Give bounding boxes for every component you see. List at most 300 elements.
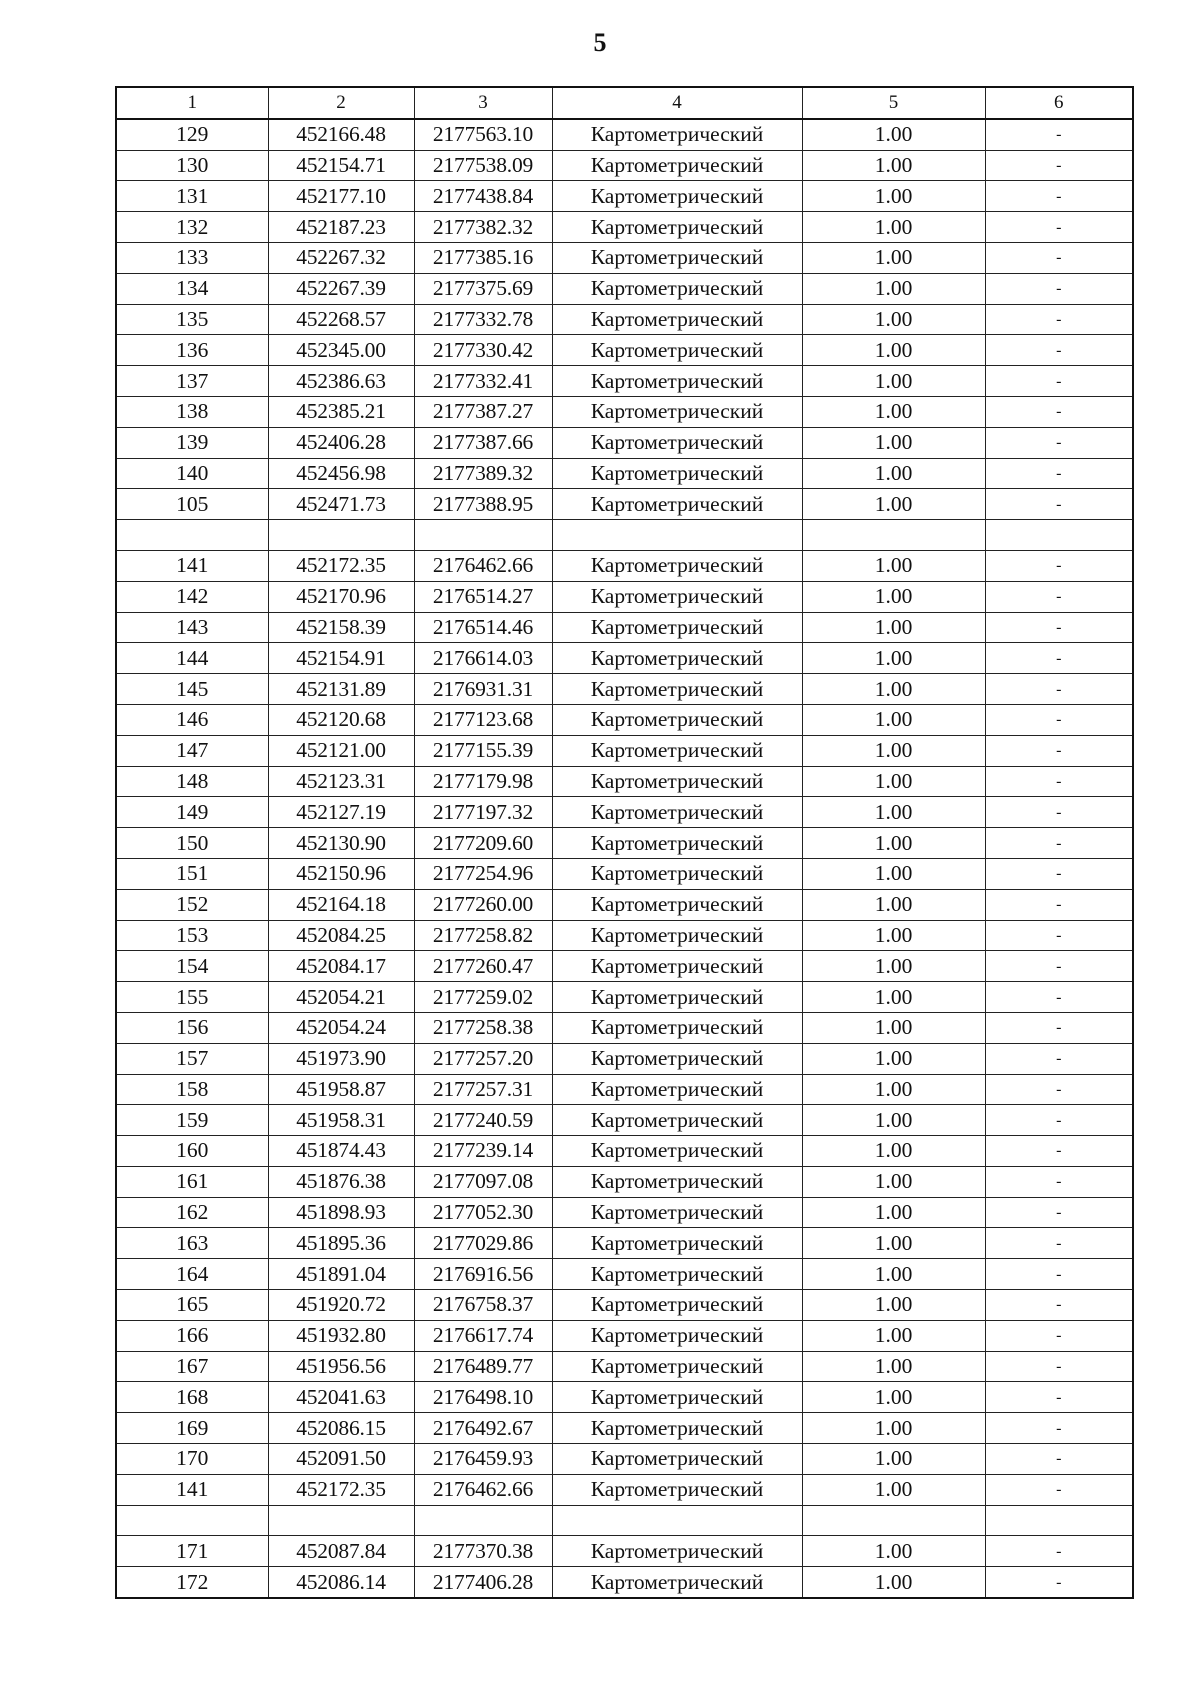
note-cell: -	[985, 212, 1133, 243]
table-row	[116, 1474, 1133, 1505]
note-cell: -	[985, 643, 1133, 674]
table-row	[116, 674, 1133, 705]
point-number-cell: 141	[116, 1474, 268, 1505]
table-row	[116, 828, 1133, 859]
x-coordinate-cell: 452345.00	[268, 335, 414, 366]
y-coordinate-cell: 2176614.03	[414, 643, 552, 674]
note-cell	[985, 1505, 1133, 1536]
point-number-cell: 137	[116, 366, 268, 397]
table-row	[116, 1136, 1133, 1167]
point-number-cell: 138	[116, 396, 268, 427]
table-row	[116, 1290, 1133, 1321]
method-cell: Картометрический	[552, 181, 802, 212]
table-row	[116, 150, 1133, 181]
table-header	[116, 87, 1133, 119]
x-coordinate-cell: 452187.23	[268, 212, 414, 243]
method-cell: Картометрический	[552, 1413, 802, 1444]
point-number-cell: 144	[116, 643, 268, 674]
table-row	[116, 766, 1133, 797]
point-number-cell: 164	[116, 1259, 268, 1290]
point-number-cell: 163	[116, 1228, 268, 1259]
method-cell: Картометрический	[552, 458, 802, 489]
x-coordinate-cell: 452123.31	[268, 766, 414, 797]
accuracy-cell: 1.00	[802, 1351, 985, 1382]
y-coordinate-cell: 2177330.42	[414, 335, 552, 366]
accuracy-cell: 1.00	[802, 1012, 985, 1043]
y-coordinate-cell: 2177197.32	[414, 797, 552, 828]
x-coordinate-cell: 452150.96	[268, 858, 414, 889]
note-cell: -	[985, 951, 1133, 982]
point-number-cell: 150	[116, 828, 268, 859]
accuracy-cell: 1.00	[802, 181, 985, 212]
point-number-cell: 133	[116, 242, 268, 273]
method-cell: Картометрический	[552, 704, 802, 735]
x-coordinate-cell: 452054.21	[268, 982, 414, 1013]
accuracy-cell: 1.00	[802, 704, 985, 735]
note-cell: -	[985, 1290, 1133, 1321]
method-cell: Картометрический	[552, 1290, 802, 1321]
accuracy-cell: 1.00	[802, 951, 985, 982]
accuracy-cell: 1.00	[802, 735, 985, 766]
accuracy-cell: 1.00	[802, 119, 985, 150]
y-coordinate-cell: 2176489.77	[414, 1351, 552, 1382]
table-row	[116, 212, 1133, 243]
column-header: 3	[414, 87, 552, 119]
x-coordinate-cell: 452091.50	[268, 1444, 414, 1475]
method-cell: Картометрический	[552, 858, 802, 889]
y-coordinate-cell: 2176931.31	[414, 674, 552, 705]
point-number-cell: 151	[116, 858, 268, 889]
table-body	[116, 119, 1133, 1598]
header-row	[116, 87, 1133, 119]
x-coordinate-cell: 452087.84	[268, 1536, 414, 1567]
point-number-cell: 132	[116, 212, 268, 243]
note-cell: -	[985, 674, 1133, 705]
note-cell: -	[985, 119, 1133, 150]
note-cell: -	[985, 458, 1133, 489]
y-coordinate-cell: 2177260.00	[414, 889, 552, 920]
method-cell: Картометрический	[552, 550, 802, 581]
table-row	[116, 1351, 1133, 1382]
y-coordinate-cell: 2177406.28	[414, 1567, 552, 1598]
y-coordinate-cell: 2177257.20	[414, 1043, 552, 1074]
point-number-cell: 165	[116, 1290, 268, 1321]
y-coordinate-cell: 2177385.16	[414, 242, 552, 273]
table-row	[116, 550, 1133, 581]
note-cell: -	[985, 489, 1133, 520]
note-cell: -	[985, 1259, 1133, 1290]
y-coordinate-cell: 2177254.96	[414, 858, 552, 889]
method-cell: Картометрический	[552, 1536, 802, 1567]
accuracy-cell: 1.00	[802, 797, 985, 828]
x-coordinate-cell: 451973.90	[268, 1043, 414, 1074]
method-cell: Картометрический	[552, 366, 802, 397]
y-coordinate-cell: 2177563.10	[414, 119, 552, 150]
table-row	[116, 1444, 1133, 1475]
y-coordinate-cell: 2176617.74	[414, 1320, 552, 1351]
y-coordinate-cell: 2177179.98	[414, 766, 552, 797]
note-cell: -	[985, 366, 1133, 397]
y-coordinate-cell: 2176462.66	[414, 550, 552, 581]
method-cell: Картометрический	[552, 335, 802, 366]
y-coordinate-cell: 2177370.38	[414, 1536, 552, 1567]
table-row	[116, 1197, 1133, 1228]
method-cell: Картометрический	[552, 396, 802, 427]
point-number-cell: 168	[116, 1382, 268, 1413]
point-number-cell: 141	[116, 550, 268, 581]
method-cell: Картометрический	[552, 150, 802, 181]
note-cell: -	[985, 1567, 1133, 1598]
table-row	[116, 704, 1133, 735]
accuracy-cell: 1.00	[802, 674, 985, 705]
y-coordinate-cell: 2176514.27	[414, 581, 552, 612]
accuracy-cell: 1.00	[802, 982, 985, 1013]
x-coordinate-cell: 452172.35	[268, 550, 414, 581]
point-number-cell: 140	[116, 458, 268, 489]
accuracy-cell: 1.00	[802, 612, 985, 643]
y-coordinate-cell: 2177389.32	[414, 458, 552, 489]
x-coordinate-cell: 452154.71	[268, 150, 414, 181]
table-row	[116, 273, 1133, 304]
x-coordinate-cell: 452406.28	[268, 427, 414, 458]
note-cell: -	[985, 304, 1133, 335]
table-row	[116, 1074, 1133, 1105]
y-coordinate-cell: 2176498.10	[414, 1382, 552, 1413]
table-row	[116, 797, 1133, 828]
method-cell: Картометрический	[552, 489, 802, 520]
x-coordinate-cell: 452086.14	[268, 1567, 414, 1598]
accuracy-cell: 1.00	[802, 458, 985, 489]
table-row	[116, 181, 1133, 212]
note-cell: -	[985, 273, 1133, 304]
method-cell: Картометрический	[552, 1567, 802, 1598]
x-coordinate-cell: 451920.72	[268, 1290, 414, 1321]
table-row-separator	[116, 1505, 1133, 1536]
point-number-cell: 170	[116, 1444, 268, 1475]
x-coordinate-cell: 451876.38	[268, 1166, 414, 1197]
note-cell: -	[985, 1043, 1133, 1074]
method-cell: Картометрический	[552, 119, 802, 150]
note-cell: -	[985, 181, 1133, 212]
column-header: 6	[985, 87, 1133, 119]
y-coordinate-cell: 2177538.09	[414, 150, 552, 181]
accuracy-cell: 1.00	[802, 427, 985, 458]
y-coordinate-cell: 2177240.59	[414, 1105, 552, 1136]
accuracy-cell: 1.00	[802, 1290, 985, 1321]
table-row	[116, 1382, 1133, 1413]
method-cell: Картометрический	[552, 427, 802, 458]
point-number-cell: 156	[116, 1012, 268, 1043]
note-cell: -	[985, 735, 1133, 766]
method-cell: Картометрический	[552, 1351, 802, 1382]
note-cell: -	[985, 1228, 1133, 1259]
method-cell: Картометрический	[552, 951, 802, 982]
note-cell: -	[985, 150, 1133, 181]
accuracy-cell: 1.00	[802, 1197, 985, 1228]
note-cell: -	[985, 1320, 1133, 1351]
table-row	[116, 1228, 1133, 1259]
point-number-cell: 129	[116, 119, 268, 150]
accuracy-cell: 1.00	[802, 1413, 985, 1444]
point-number-cell: 171	[116, 1536, 268, 1567]
point-number-cell: 161	[116, 1166, 268, 1197]
y-coordinate-cell: 2176462.66	[414, 1474, 552, 1505]
accuracy-cell: 1.00	[802, 1567, 985, 1598]
table-row	[116, 489, 1133, 520]
point-number-cell: 139	[116, 427, 268, 458]
accuracy-cell: 1.00	[802, 1444, 985, 1475]
note-cell: -	[985, 242, 1133, 273]
method-cell: Картометрический	[552, 982, 802, 1013]
point-number-cell: 105	[116, 489, 268, 520]
column-header: 1	[116, 87, 268, 119]
point-number-cell: 167	[116, 1351, 268, 1382]
table-row	[116, 242, 1133, 273]
point-number-cell: 160	[116, 1136, 268, 1167]
table-row	[116, 735, 1133, 766]
table-row	[116, 920, 1133, 951]
accuracy-cell	[802, 1505, 985, 1536]
x-coordinate-cell: 452267.39	[268, 273, 414, 304]
note-cell: -	[985, 889, 1133, 920]
x-coordinate-cell: 452164.18	[268, 889, 414, 920]
x-coordinate-cell: 452084.17	[268, 951, 414, 982]
point-number-cell: 157	[116, 1043, 268, 1074]
method-cell: Картометрический	[552, 273, 802, 304]
method-cell: Картометрический	[552, 1320, 802, 1351]
y-coordinate-cell: 2176492.67	[414, 1413, 552, 1444]
table-row	[116, 335, 1133, 366]
table-row	[116, 1105, 1133, 1136]
method-cell: Картометрический	[552, 1166, 802, 1197]
x-coordinate-cell: 452131.89	[268, 674, 414, 705]
table-row	[116, 612, 1133, 643]
x-coordinate-cell: 452120.68	[268, 704, 414, 735]
point-number-cell: 162	[116, 1197, 268, 1228]
x-coordinate-cell: 452127.19	[268, 797, 414, 828]
method-cell: Картометрический	[552, 1474, 802, 1505]
point-number-cell	[116, 520, 268, 551]
x-coordinate-cell: 452166.48	[268, 119, 414, 150]
point-number-cell: 135	[116, 304, 268, 335]
method-cell: Картометрический	[552, 735, 802, 766]
x-coordinate-cell: 452170.96	[268, 581, 414, 612]
point-number-cell: 147	[116, 735, 268, 766]
table-row	[116, 643, 1133, 674]
table-row	[116, 1259, 1133, 1290]
method-cell: Картометрический	[552, 1228, 802, 1259]
method-cell: Картометрический	[552, 889, 802, 920]
x-coordinate-cell: 452084.25	[268, 920, 414, 951]
method-cell: Картометрический	[552, 212, 802, 243]
method-cell: Картометрический	[552, 304, 802, 335]
x-coordinate-cell: 452385.21	[268, 396, 414, 427]
y-coordinate-cell: 2176459.93	[414, 1444, 552, 1475]
table-row	[116, 304, 1133, 335]
accuracy-cell: 1.00	[802, 1043, 985, 1074]
accuracy-cell: 1.00	[802, 335, 985, 366]
method-cell: Картометрический	[552, 1043, 802, 1074]
accuracy-cell: 1.00	[802, 643, 985, 674]
accuracy-cell: 1.00	[802, 304, 985, 335]
y-coordinate-cell: 2177123.68	[414, 704, 552, 735]
point-number-cell: 148	[116, 766, 268, 797]
table-row	[116, 889, 1133, 920]
table-row	[116, 1413, 1133, 1444]
accuracy-cell: 1.00	[802, 1382, 985, 1413]
point-number-cell: 146	[116, 704, 268, 735]
x-coordinate-cell: 451958.31	[268, 1105, 414, 1136]
accuracy-cell: 1.00	[802, 242, 985, 273]
point-number-cell: 166	[116, 1320, 268, 1351]
note-cell	[985, 520, 1133, 551]
column-header: 2	[268, 87, 414, 119]
point-number-cell	[116, 1505, 268, 1536]
x-coordinate-cell: 451891.04	[268, 1259, 414, 1290]
table-row	[116, 1567, 1133, 1598]
accuracy-cell: 1.00	[802, 858, 985, 889]
note-cell: -	[985, 1074, 1133, 1105]
x-coordinate-cell: 452130.90	[268, 828, 414, 859]
y-coordinate-cell: 2177382.32	[414, 212, 552, 243]
point-number-cell: 130	[116, 150, 268, 181]
y-coordinate-cell: 2177258.38	[414, 1012, 552, 1043]
accuracy-cell: 1.00	[802, 1136, 985, 1167]
x-coordinate-cell	[268, 1505, 414, 1536]
table-row	[116, 1043, 1133, 1074]
y-coordinate-cell: 2177155.39	[414, 735, 552, 766]
x-coordinate-cell: 452172.35	[268, 1474, 414, 1505]
x-coordinate-cell: 452086.15	[268, 1413, 414, 1444]
accuracy-cell: 1.00	[802, 1166, 985, 1197]
method-cell: Картометрический	[552, 766, 802, 797]
method-cell	[552, 520, 802, 551]
method-cell: Картометрический	[552, 674, 802, 705]
x-coordinate-cell	[268, 520, 414, 551]
note-cell: -	[985, 1136, 1133, 1167]
method-cell: Картометрический	[552, 828, 802, 859]
column-header: 5	[802, 87, 985, 119]
point-number-cell: 142	[116, 581, 268, 612]
note-cell: -	[985, 1536, 1133, 1567]
y-coordinate-cell: 2177388.95	[414, 489, 552, 520]
y-coordinate-cell: 2177259.02	[414, 982, 552, 1013]
accuracy-cell: 1.00	[802, 1105, 985, 1136]
note-cell: -	[985, 335, 1133, 366]
method-cell: Картометрический	[552, 797, 802, 828]
note-cell: -	[985, 1474, 1133, 1505]
x-coordinate-cell: 452154.91	[268, 643, 414, 674]
accuracy-cell: 1.00	[802, 550, 985, 581]
table-row	[116, 1012, 1133, 1043]
method-cell: Картометрический	[552, 643, 802, 674]
table-row	[116, 119, 1133, 150]
note-cell: -	[985, 396, 1133, 427]
x-coordinate-cell: 451874.43	[268, 1136, 414, 1167]
y-coordinate-cell: 2177258.82	[414, 920, 552, 951]
accuracy-cell: 1.00	[802, 396, 985, 427]
method-cell: Картометрический	[552, 920, 802, 951]
note-cell: -	[985, 766, 1133, 797]
accuracy-cell: 1.00	[802, 1228, 985, 1259]
note-cell: -	[985, 1197, 1133, 1228]
method-cell: Картометрический	[552, 1136, 802, 1167]
accuracy-cell: 1.00	[802, 1320, 985, 1351]
page-number: 5	[593, 28, 607, 57]
accuracy-cell: 1.00	[802, 920, 985, 951]
method-cell: Картометрический	[552, 1105, 802, 1136]
point-number-cell: 159	[116, 1105, 268, 1136]
note-cell: -	[985, 1012, 1133, 1043]
method-cell: Картометрический	[552, 1074, 802, 1105]
x-coordinate-cell: 452041.63	[268, 1382, 414, 1413]
method-cell	[552, 1505, 802, 1536]
method-cell: Картометрический	[552, 1012, 802, 1043]
accuracy-cell	[802, 520, 985, 551]
method-cell: Картометрический	[552, 1444, 802, 1475]
table-row	[116, 1536, 1133, 1567]
accuracy-cell: 1.00	[802, 1536, 985, 1567]
y-coordinate-cell: 2177387.27	[414, 396, 552, 427]
accuracy-cell: 1.00	[802, 828, 985, 859]
accuracy-cell: 1.00	[802, 212, 985, 243]
note-cell: -	[985, 427, 1133, 458]
y-coordinate-cell: 2177387.66	[414, 427, 552, 458]
accuracy-cell: 1.00	[802, 766, 985, 797]
note-cell: -	[985, 982, 1133, 1013]
y-coordinate-cell: 2177332.41	[414, 366, 552, 397]
point-number-cell: 154	[116, 951, 268, 982]
accuracy-cell: 1.00	[802, 1259, 985, 1290]
table-row	[116, 396, 1133, 427]
x-coordinate-cell: 451932.80	[268, 1320, 414, 1351]
y-coordinate-cell: 2176514.46	[414, 612, 552, 643]
method-cell: Картометрический	[552, 581, 802, 612]
y-coordinate-cell: 2177260.47	[414, 951, 552, 982]
coordinates-table	[115, 86, 1134, 1599]
point-number-cell: 153	[116, 920, 268, 951]
y-coordinate-cell: 2177257.31	[414, 1074, 552, 1105]
note-cell: -	[985, 1413, 1133, 1444]
x-coordinate-cell: 452121.00	[268, 735, 414, 766]
point-number-cell: 152	[116, 889, 268, 920]
accuracy-cell: 1.00	[802, 366, 985, 397]
point-number-cell: 158	[116, 1074, 268, 1105]
x-coordinate-cell: 452386.63	[268, 366, 414, 397]
x-coordinate-cell: 452267.32	[268, 242, 414, 273]
x-coordinate-cell: 452054.24	[268, 1012, 414, 1043]
y-coordinate-cell	[414, 1505, 552, 1536]
note-cell: -	[985, 1105, 1133, 1136]
point-number-cell: 172	[116, 1567, 268, 1598]
y-coordinate-cell: 2177332.78	[414, 304, 552, 335]
y-coordinate-cell	[414, 520, 552, 551]
point-number-cell: 134	[116, 273, 268, 304]
point-number-cell: 131	[116, 181, 268, 212]
note-cell: -	[985, 920, 1133, 951]
note-cell: -	[985, 1351, 1133, 1382]
accuracy-cell: 1.00	[802, 581, 985, 612]
x-coordinate-cell: 452268.57	[268, 304, 414, 335]
table-row	[116, 366, 1133, 397]
note-cell: -	[985, 858, 1133, 889]
table-row	[116, 1166, 1133, 1197]
accuracy-cell: 1.00	[802, 489, 985, 520]
note-cell: -	[985, 704, 1133, 735]
table-row	[116, 581, 1133, 612]
note-cell: -	[985, 1444, 1133, 1475]
note-cell: -	[985, 550, 1133, 581]
